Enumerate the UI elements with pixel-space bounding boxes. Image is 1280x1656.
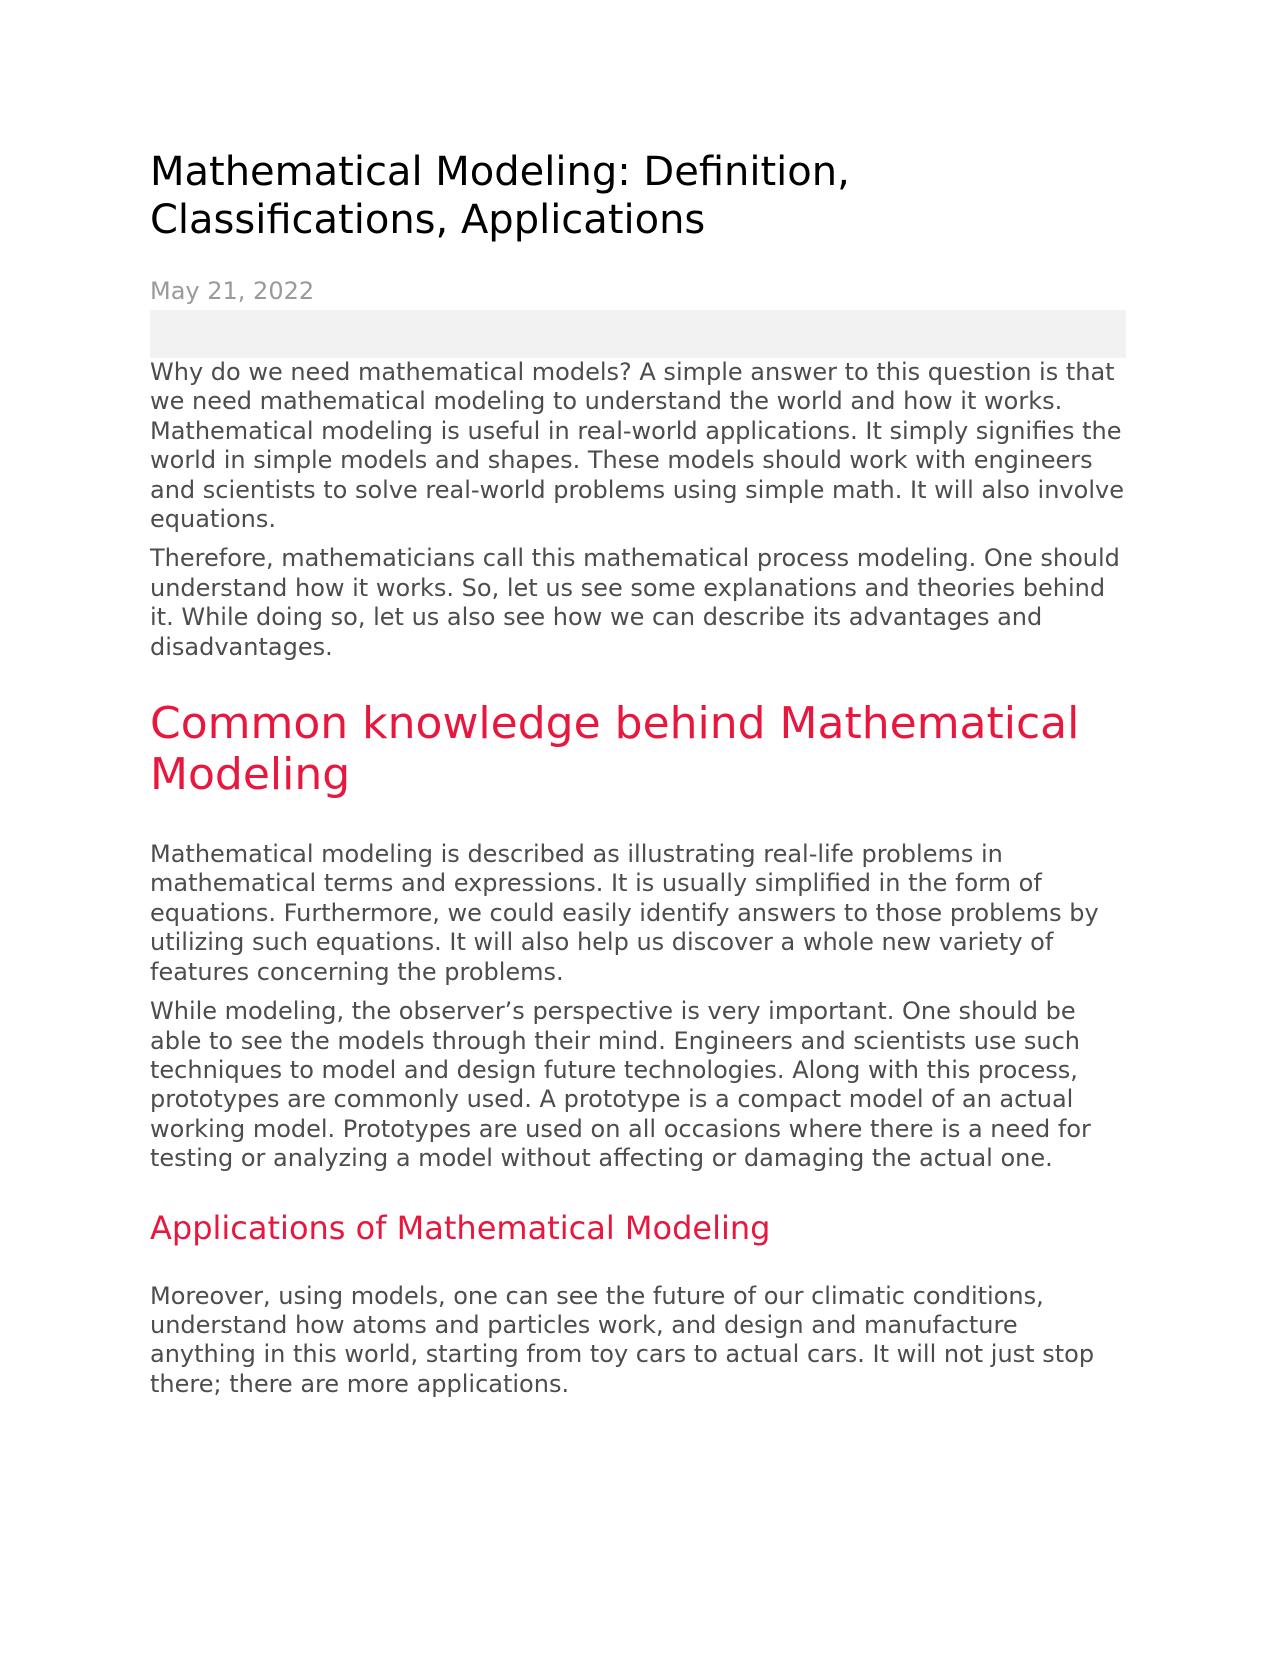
section1-paragraph-1: Mathematical modeling is described as illustrating real-life problems in mathematical terms and expressions. It is usually simplified in the form of equations. Furthermore, we could easily identify answers to those problems by utilizing such equations. It will also help us discover a whole new variety of features concerning the problems.: [150, 840, 1099, 986]
article-date: May 21, 2022: [150, 277, 315, 305]
featured-image-placeholder: [150, 310, 1126, 358]
section-heading-applications: Applications of Mathematical Modeling: [150, 1208, 771, 1247]
section2-paragraph-1: Moreover, using models, one can see the future of our climatic conditions, understand how atoms and particles work, and design and manufacture anything in this world, starting from toy cars to actual cars. It will not just stop there; there are more applications.: [150, 1281, 1095, 1398]
article-title: Mathematical Modeling: Definition, Classifications, Applications: [150, 149, 850, 243]
intro-paragraph-2: Therefore, mathematicians call this mathematical process modeling. One should understand how it works. So, let us see some explanations and theories behind it. While doing so, let us also see how we can describe its advantages and disadvantages.: [150, 544, 1120, 661]
section-heading-common-knowledge: Common knowledge behind Mathematical Modeling: [150, 698, 1080, 801]
section1-paragraph-2: While modeling, the observer’s perspective is very important. One should be able to see the models through their mind. Engineers and scientists use such techniques to model and design future technologies. Along with this process, prototypes are commonly used. A prototype is a compact model of an actual working model. Prototypes are used on all occasions where there is a need for testing or analyzing a model without affecting or damaging the actual one.: [150, 997, 1091, 1173]
article: [150, 148, 1126, 1399]
intro-paragraph-1: Why do we need mathematical models? A simple answer to this question is that we need mathematical modeling to understand the world and how it works. Mathematical modeling is useful in real-world applications. It simply signifies the world in simple models and shapes. These models should work with engineers and scientists to solve real-world problems using simple math. It will also involve equations.: [150, 358, 1124, 534]
